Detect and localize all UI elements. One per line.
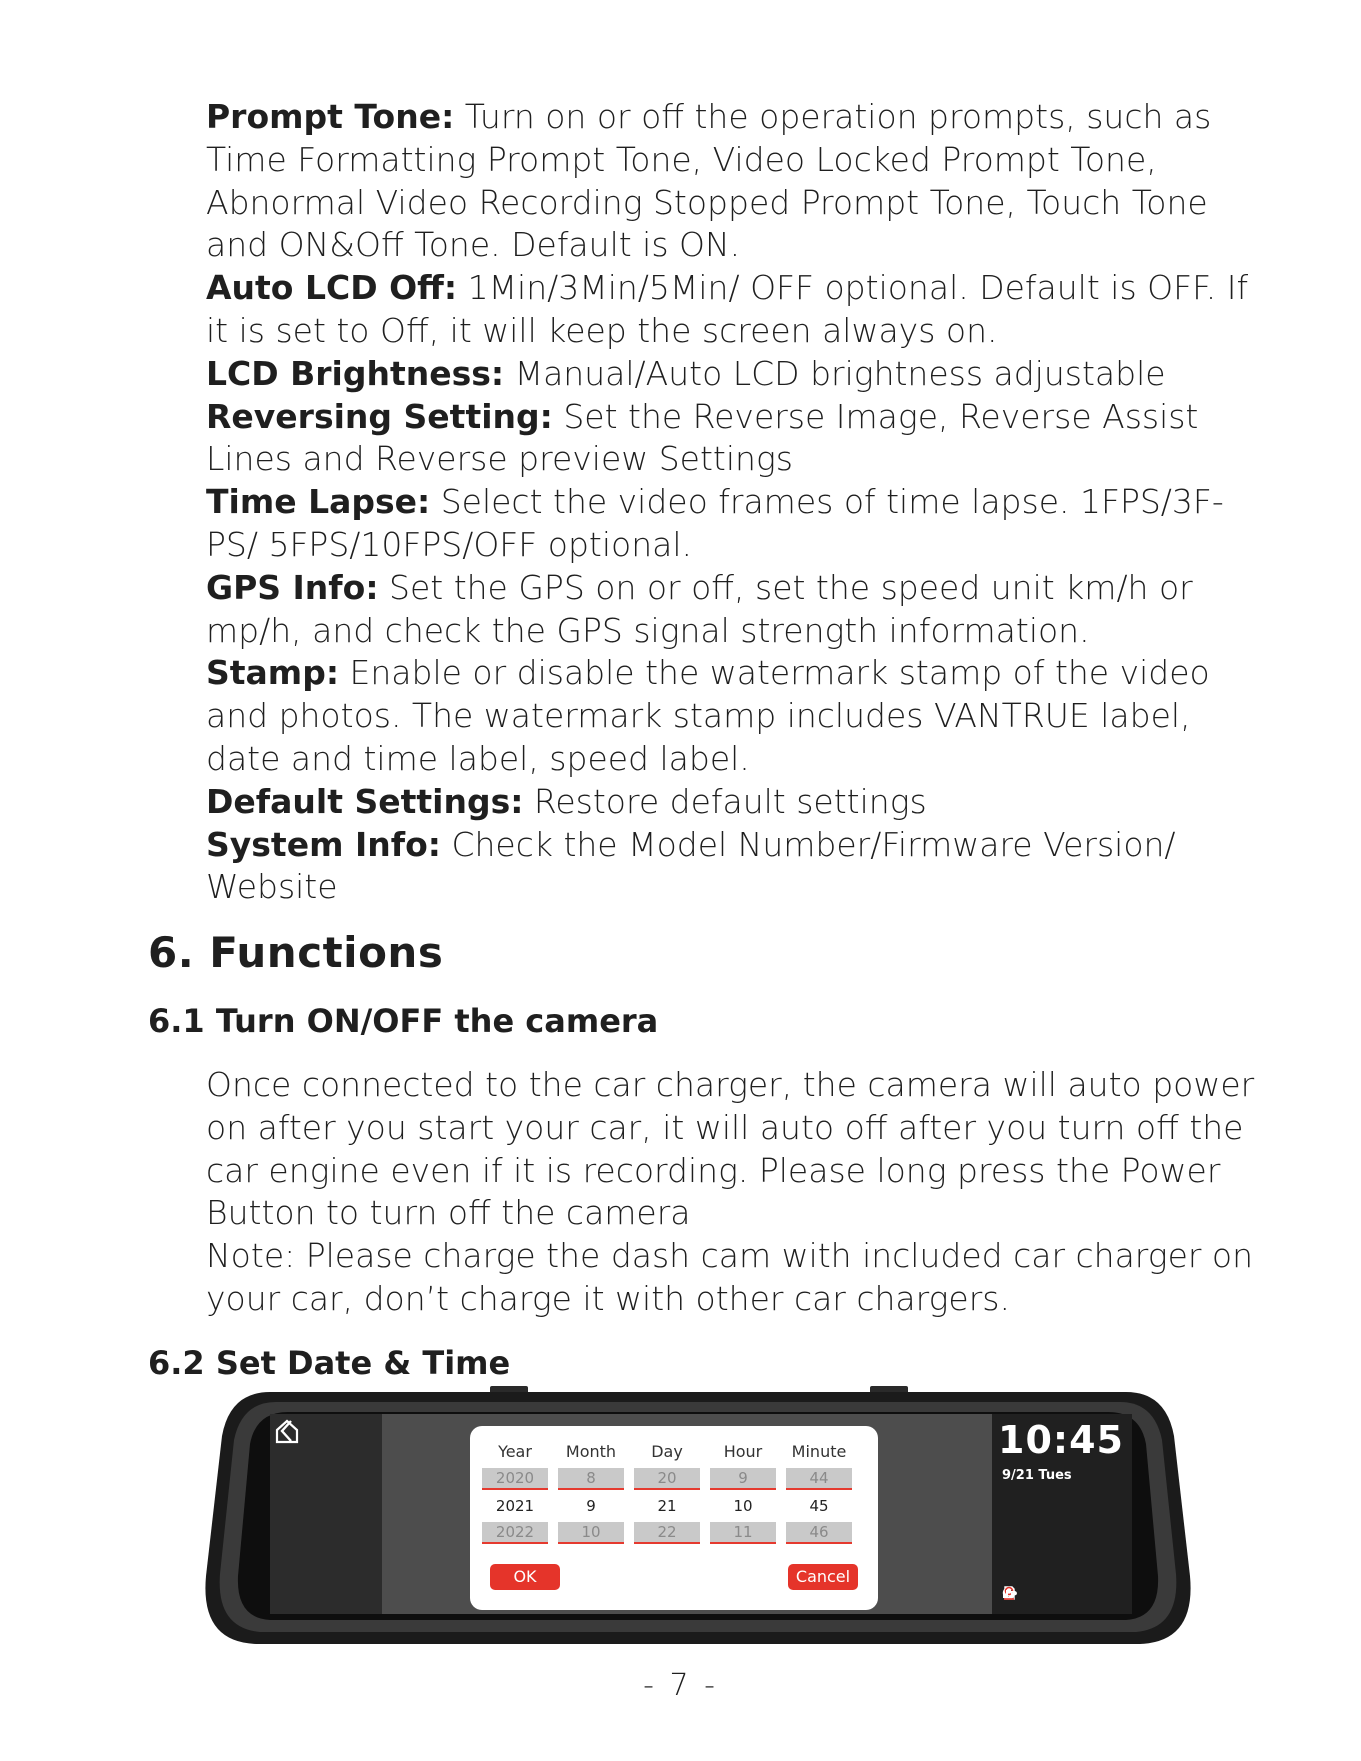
- setting-term: Reversing Setting:: [206, 396, 553, 436]
- setting-term: Time Lapse:: [206, 482, 431, 522]
- prev-value[interactable]: 9: [710, 1468, 776, 1490]
- setting-term: Prompt Tone:: [206, 97, 455, 136]
- setting-item: [206, 396, 1266, 482]
- prev-value[interactable]: 20: [634, 1468, 700, 1490]
- settings-list: [206, 96, 1266, 909]
- setting-item: [206, 481, 1266, 567]
- current-value[interactable]: 21: [657, 1497, 677, 1515]
- setting-term: Auto LCD Off:: [206, 268, 458, 308]
- picker-column-minute[interactable]: [786, 1440, 852, 1544]
- current-value[interactable]: 9: [586, 1497, 596, 1515]
- body-paragraph: Once connected to the car charger, the camera will auto power on after you start your car, it will auto off after you turn off the car engine even if it is recording. Please long press the Power Button to turn off the camera: [206, 1065, 1255, 1233]
- next-value[interactable]: 2022: [482, 1522, 548, 1544]
- subsection-heading-turn-on-off: 6.1 Turn ON/OFF the camera: [148, 1002, 659, 1040]
- setting-item: [206, 567, 1266, 653]
- date-display: 9/21 Tues: [1002, 1468, 1072, 1483]
- picker-column-day[interactable]: [634, 1440, 700, 1544]
- date-time-picker-dialog: [470, 1426, 878, 1610]
- setting-desc: Select the video frames of time lapse. 1FPS/3F-PS/ 5FPS/10FPS/OFF optional.: [206, 482, 1224, 564]
- setting-desc: Check the Model Number/Firmware Version/ Website: [206, 824, 1176, 907]
- setting-desc: Enable or disable the watermark stamp of the video and photos. The watermark stamp includes VANTRUE label, date and time label, speed label.: [206, 653, 1210, 778]
- setting-desc: Turn on or off the operation prompts, such as Time Formatting Prompt Tone, Video Locked Prompt Tone, Abnormal Video Recording Stopped Prompt Tone, Touch Tone and ON&Off Tone. Default is ON.: [206, 97, 1212, 265]
- dash-cam-illustration: [200, 1386, 1196, 1646]
- column-header: Minute: [791, 1442, 847, 1461]
- setting-desc: 1Min/3Min/5Min/ OFF optional. Default is OFF. If it is set to Off, it will keep the screen always on.: [206, 268, 1249, 350]
- column-header: Year: [498, 1442, 532, 1461]
- prev-value[interactable]: 2020: [482, 1468, 548, 1490]
- svg-text:P: P: [1010, 1590, 1018, 1600]
- setting-item: [206, 353, 1266, 396]
- next-value[interactable]: 46: [786, 1522, 852, 1544]
- status-panel: [992, 1416, 1142, 1612]
- setting-term: LCD Brightness:: [206, 353, 505, 393]
- prev-value[interactable]: 44: [786, 1468, 852, 1490]
- setting-term: Default Settings:: [206, 781, 524, 821]
- setting-term: System Info:: [206, 824, 441, 864]
- section-heading: 6. Functions: [148, 928, 444, 977]
- column-header: Hour: [723, 1442, 763, 1461]
- next-value[interactable]: 10: [558, 1522, 624, 1544]
- setting-item: [206, 781, 1266, 824]
- setting-item: [206, 267, 1266, 353]
- subsection-heading-date-time: 6.2 Set Date & Time: [148, 1344, 511, 1382]
- setting-item: [206, 652, 1266, 780]
- left-nav-panel: [272, 1416, 382, 1612]
- column-header: Day: [651, 1442, 683, 1461]
- turn-on-off-body: [206, 1064, 1286, 1321]
- next-value[interactable]: 11: [710, 1522, 776, 1544]
- setting-item: [206, 824, 1266, 910]
- ok-button[interactable]: OK: [490, 1564, 560, 1590]
- setting-item: [206, 96, 1266, 267]
- setting-desc: Set the Reverse Image, Reverse Assist Lines and Reverse preview Settings: [206, 396, 1199, 479]
- picker-column-hour[interactable]: [710, 1440, 776, 1544]
- home-icon[interactable]: [272, 1416, 302, 1446]
- setting-desc: Manual/Auto LCD brightness adjustable: [504, 353, 1166, 393]
- page-number: - 7 -: [643, 1668, 718, 1703]
- setting-term: Stamp:: [206, 653, 340, 693]
- note-paragraph: Note: Please charge the dash cam with included car charger on your car, don’t charge it with other car chargers.: [206, 1236, 1254, 1318]
- setting-desc: Restore default settings: [523, 781, 927, 821]
- column-header: Month: [565, 1442, 617, 1461]
- clock-display: 10:45: [998, 1418, 1124, 1462]
- next-value[interactable]: 22: [634, 1522, 700, 1544]
- setting-term: GPS Info:: [206, 567, 379, 607]
- current-value[interactable]: 45: [809, 1497, 829, 1515]
- current-value[interactable]: 10: [733, 1497, 753, 1515]
- prev-value[interactable]: 8: [558, 1468, 624, 1490]
- parking-mode-icon: [1002, 1586, 1020, 1600]
- picker-column-year[interactable]: [482, 1440, 548, 1544]
- setting-desc: Set the GPS on or off, set the speed unit km/h or mp/h, and check the GPS signal strength information.: [206, 567, 1193, 650]
- current-value[interactable]: 2021: [495, 1497, 535, 1515]
- picker-column-month[interactable]: [558, 1440, 624, 1544]
- cancel-button[interactable]: Cancel: [788, 1564, 858, 1590]
